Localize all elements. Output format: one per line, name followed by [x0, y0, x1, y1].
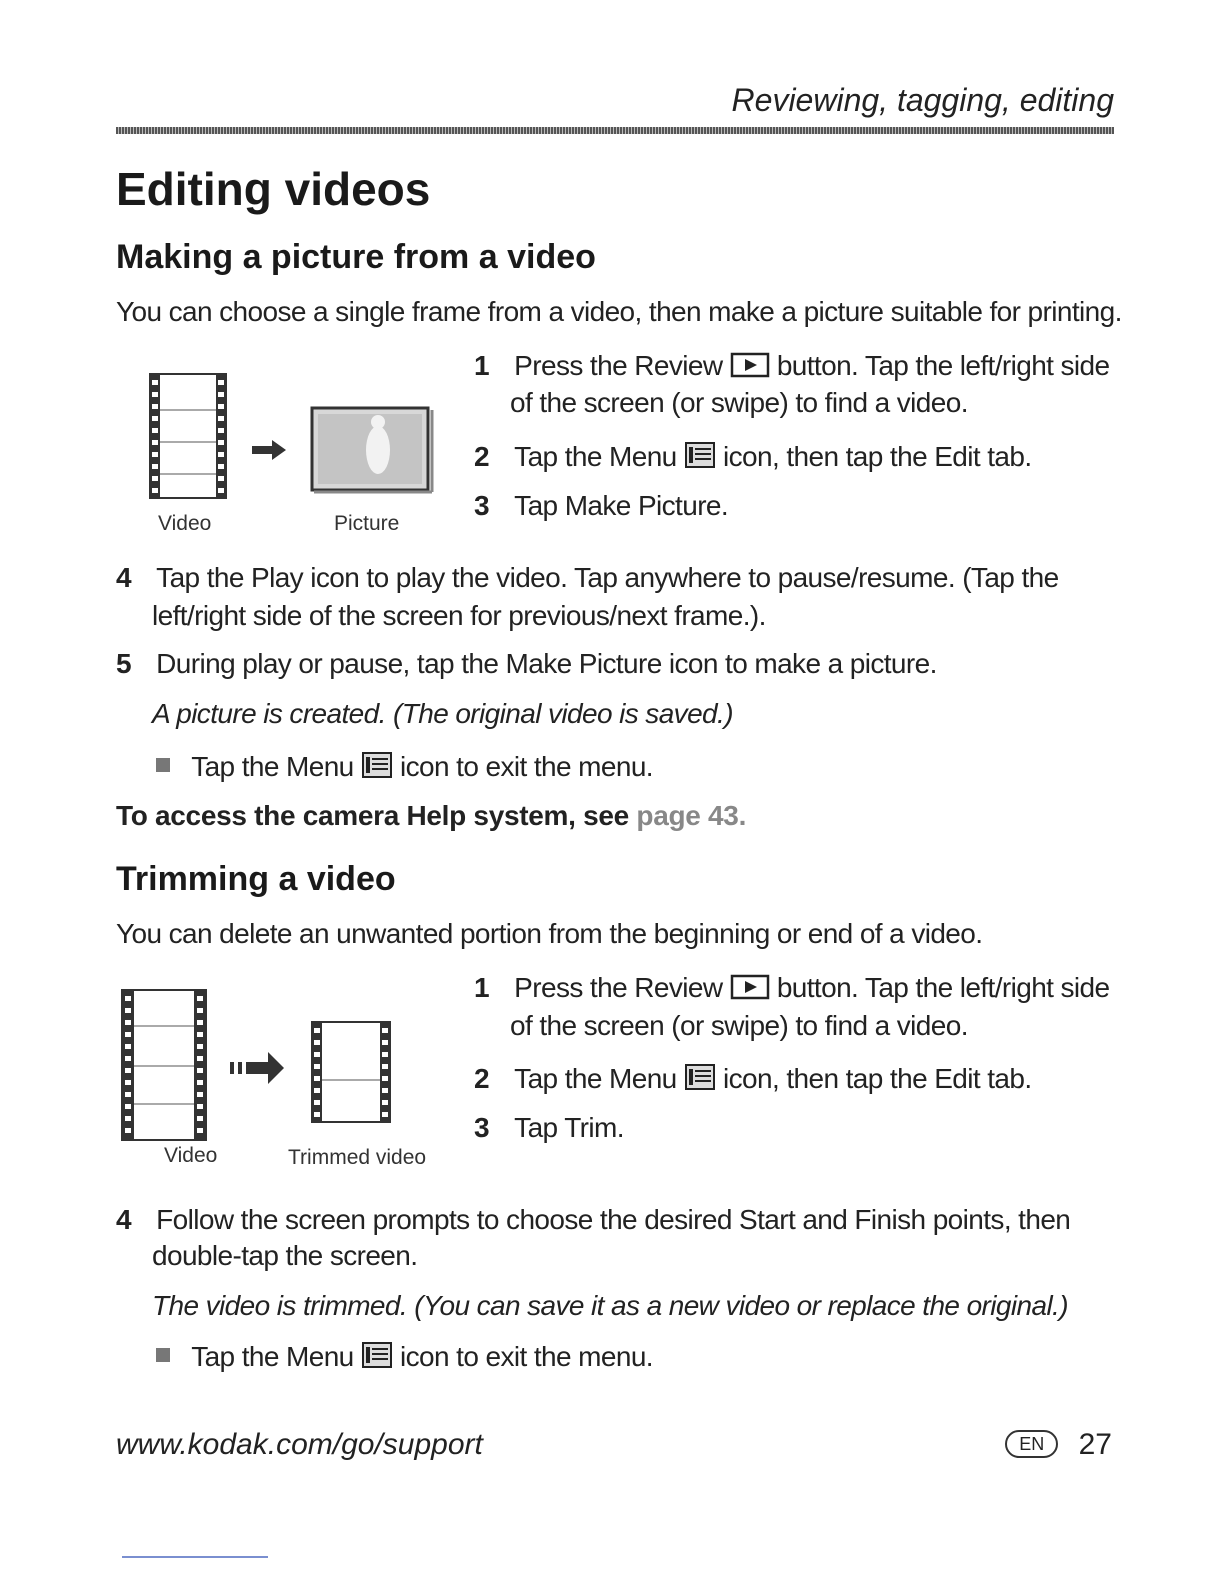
trimming-step-4 [116, 1204, 1070, 1236]
trimming-step-1-cont: of the screen (or swipe) to find a video. [510, 1010, 968, 1041]
bullet-text: icon to exit the menu. [400, 751, 653, 782]
review-button-icon [730, 973, 770, 1008]
step-number: 2 [474, 441, 489, 472]
step-text: Tap Make Picture. [514, 490, 729, 521]
page-title: Editing videos [116, 163, 431, 215]
menu-icon [361, 750, 393, 787]
trimming-result: The video is trimmed. (You can save it as a new video or replace the original.) [152, 1290, 1068, 1321]
trimming-step-1 [474, 972, 1109, 1008]
making-exit-bullet [156, 750, 653, 787]
making-step-1 [474, 350, 1109, 386]
video-caption: Video [164, 1144, 218, 1167]
page-number: 27 [1078, 1428, 1112, 1461]
arrow-right-icon [252, 440, 286, 460]
video-caption: Video [158, 512, 212, 535]
footer-page [1005, 1428, 1112, 1462]
making-intro: You can choose a single frame from a video, then make a picture suitable for printing. [116, 296, 1122, 327]
step-number: 5 [116, 648, 131, 679]
picture-thumbnail-icon [312, 408, 432, 492]
en-language-badge: EN [1005, 1430, 1058, 1458]
trimmed-filmstrip-icon [312, 1022, 390, 1122]
step-number: 3 [474, 1112, 489, 1143]
bullet-text: Tap the Menu [191, 1341, 354, 1372]
step-text: Press the Review [514, 972, 723, 1003]
step-text: During play or pause, tap the Make Picture icon to make a picture. [156, 648, 937, 679]
step-number: 4 [116, 562, 131, 593]
step-text: Tap the Play icon to play the video. Tap anywhere to pause/resume. (Tap the [156, 562, 1059, 593]
making-step-3 [474, 490, 728, 522]
picture-caption: Picture [334, 512, 400, 535]
help-text: To access the camera Help system, see [116, 800, 629, 831]
step-text: Follow the screen prompts to choose the desired Start and Finish points, then [156, 1204, 1071, 1235]
arrow-right-icon [230, 1052, 284, 1084]
making-heading: Making a picture from a video [116, 238, 596, 276]
step-text: button. Tap the left/right side [776, 972, 1110, 1003]
step-text: button. Tap the left/right side [776, 350, 1110, 381]
square-bullet-icon [156, 758, 170, 772]
section-header: Reviewing, tagging, editing [731, 82, 1114, 118]
step-text: icon, then tap the Edit tab. [723, 441, 1032, 472]
making-step-4 [116, 562, 1059, 594]
making-step-5 [116, 648, 937, 680]
step-text: Tap the Menu [514, 441, 677, 472]
making-step-1-cont: of the screen (or swipe) to find a video. [510, 387, 968, 418]
header-rule [116, 127, 1114, 134]
trimmed-video-caption: Trimmed video [288, 1146, 427, 1169]
trimming-heading: Trimming a video [116, 860, 396, 898]
making-step-4-cont: left/right side of the screen for previous/next frame.). [152, 600, 766, 631]
step-text: Tap Trim. [514, 1112, 624, 1143]
video-filmstrip-icon [150, 374, 226, 498]
bullet-text: Tap the Menu [191, 751, 354, 782]
trimming-step-3 [474, 1112, 624, 1144]
trimming-exit-bullet [156, 1340, 653, 1377]
step-number: 1 [474, 972, 489, 1003]
menu-icon [361, 1340, 393, 1377]
video-filmstrip-icon [122, 990, 206, 1140]
footer-rule [122, 1556, 268, 1558]
step-number: 2 [474, 1063, 489, 1094]
trimming-step-4-cont: double-tap the screen. [152, 1240, 418, 1271]
review-button-icon [730, 351, 770, 386]
video-to-picture-illustration [146, 370, 446, 500]
help-line [116, 800, 746, 832]
help-page-link[interactable]: page 43. [636, 800, 747, 831]
footer-url[interactable]: www.kodak.com/go/support [116, 1428, 483, 1461]
making-step-2 [474, 440, 1032, 477]
trimming-intro: You can delete an unwanted portion from the beginning or end of a video. [116, 918, 983, 949]
trimming-step-2 [474, 1062, 1032, 1099]
menu-icon [684, 1062, 716, 1099]
menu-icon [684, 440, 716, 477]
step-number: 1 [474, 350, 489, 381]
making-result: A picture is created. (The original video is saved.) [152, 698, 733, 729]
step-text: Press the Review [514, 350, 723, 381]
bullet-text: icon to exit the menu. [400, 1341, 653, 1372]
step-number: 3 [474, 490, 489, 521]
square-bullet-icon [156, 1348, 170, 1362]
video-to-trimmed-illustration [118, 986, 408, 1146]
step-number: 4 [116, 1204, 131, 1235]
step-text: icon, then tap the Edit tab. [723, 1063, 1032, 1094]
step-text: Tap the Menu [514, 1063, 677, 1094]
